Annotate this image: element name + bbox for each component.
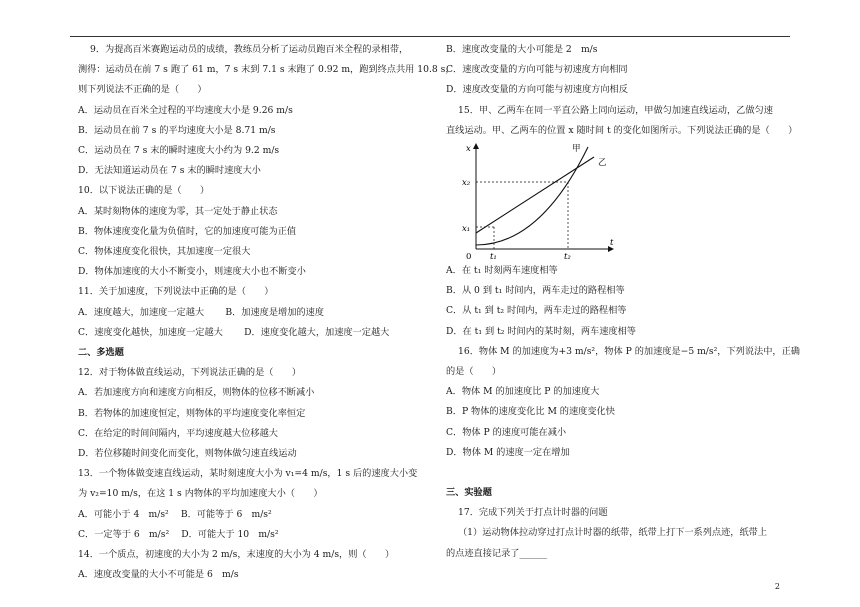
q11-cd: C．速度变化越快，加速度一定越大 D．速度变化越大，加速度一定越大	[78, 326, 390, 338]
q13-ab: A．可能小于 4 m/s² B．可能等于 6 m/s²	[78, 508, 272, 520]
line-yi-label: 乙	[598, 158, 607, 169]
right-column-top	[446, 40, 798, 141]
curve-jia-label: 甲	[572, 144, 581, 155]
q15-c: C．从 t₁ 到 t₂ 时间内，两车走过的路程相等	[446, 305, 627, 317]
q9-d: D．无法知道运动员在 7 s 末的瞬时速度大小	[78, 165, 261, 177]
q10-stem: 10．以下说法正确的是（ ）	[78, 185, 210, 197]
header-rule	[70, 36, 790, 37]
q15-stem-2: 直线运动。甲、乙两车的位置 x 随时间 t 的变化如图所示。下列说法正确的是（ ）	[446, 124, 798, 136]
q13-stem-1: 13．一个物体做变速直线运动，某时刻速度大小为 v₁=4 m/s，1 s 后的速度大小变	[78, 468, 418, 480]
q17-1b: 的点迹直接记录了______	[446, 547, 548, 559]
q11-stem: 11．关于加速度，下列说法中正确的是（ ）	[78, 286, 274, 298]
q9-b: B．运动员在前 7 s 的平均速度大小是 8.71 m/s	[78, 124, 276, 136]
q9-c: C．运动员在 7 s 末的瞬时速度大小约为 9.2 m/s	[78, 145, 280, 157]
q16-stem-1: 16．物体 M 的加速度为+3 m/s²，物体 P 的加速度是−5 m/s²，下列说法中，正确	[458, 345, 800, 357]
curve-jia	[476, 147, 588, 245]
right-column-bottom	[446, 261, 800, 564]
q12-b: B．若物体的加速度恒定，则物体的平均速度变化率恒定	[78, 407, 306, 419]
q10-d: D．物体加速度的大小不断变小，则速度大小也不断变小	[78, 266, 306, 278]
q9-stem-2: 测得：运动员在前 7 s 跑了 61 m，7 s 末到 7.1 s 末跑了 0.92 m，跑到终点共用 10.8 s，	[78, 64, 455, 76]
q15-stem-1: 15．甲、乙两车在同一平直公路上同向运动，甲做匀加速直线运动，乙做匀速	[458, 104, 773, 116]
q15-b: B．从 0 到 t₁ 时间内，两车走过的路程相等	[446, 285, 625, 297]
q12-stem: 12．对于物体做直线运动，下列说法正确的是（ ）	[78, 367, 302, 379]
q14-b: B．速度改变量的大小可能是 2 m/s	[446, 44, 598, 55]
x-tick-t2: t₂	[564, 252, 571, 262]
sec2-title: 二、多选题	[78, 347, 124, 359]
q16-a: A．物体 M 的加速度比 P 的加速度大	[446, 386, 600, 398]
q13-stem-2: 为 v₂=10 m/s，在这 1 s 内物体的平均加速度大小（ ）	[78, 488, 323, 500]
q15-a: A．在 t₁ 时刻两车速度相等	[446, 265, 558, 277]
x-axis-label: t	[610, 238, 614, 249]
q14-c: C．速度改变量的方向可能与初速度方向相同	[446, 64, 628, 76]
right-column	[446, 40, 800, 564]
q16-d: D．物体 M 的速度一定在增加	[446, 446, 570, 458]
blank	[446, 463, 776, 483]
y-tick-x2: x₂	[462, 178, 471, 189]
q12-a: A．若加速度方向和速度方向相反，则物体的位移不断减小	[78, 387, 315, 399]
q10-a: A．某时刻物体的速度为零，其一定处于静止状态	[78, 205, 278, 217]
graph-svg	[460, 141, 620, 261]
q17-stem: 17．完成下列关于打点计时器的问题	[458, 507, 608, 519]
q14-stem: 14．一个质点，初速度的大小为 2 m/s，末速度的大小为 4 m/s，则（ ）	[78, 549, 395, 561]
q10-c: C．物体速度变化很快，其加速度一定很大	[78, 246, 251, 258]
x-tick-t1: t₁	[490, 252, 497, 262]
left-column	[78, 40, 455, 585]
q11-ab: A．速度越大，加速度一定越大 B．加速度是增加的速度	[78, 306, 324, 318]
q9-a: A．运动员在百米全过程的平均速度大小是 9.26 m/s	[78, 104, 293, 116]
y-axis-label: x	[466, 144, 471, 155]
q14-d: D．速度改变量的方向可能与初速度方向相反	[446, 84, 628, 96]
q14-a: A．速度改变量的大小不可能是 6 m/s	[78, 569, 239, 581]
q13-cd: C．一定等于 6 m/s² D．可能大于 10 m/s²	[78, 528, 279, 540]
origin-label: 0	[466, 252, 472, 262]
x-axis-arrow-icon	[473, 143, 479, 149]
q17-1a: （1）运动物体拉动穿过打点计时器的纸带，纸带上打下一系列点迹，纸带上	[458, 527, 768, 539]
q10-b: B．物体速度变化量为负值时，它的加速度可能为正值	[78, 225, 297, 237]
position-time-graph	[460, 141, 776, 261]
q16-c: C．物体 P 的速度可能在减小	[446, 426, 567, 438]
sec3-title: 三、实验题	[446, 487, 492, 499]
q16-b: B．P 物体的速度变化比 M 的速度变化快	[446, 406, 615, 418]
q9-stem-1: 9．为提高百米赛跑运动员的成绩，教练员分析了运动员跑百米全程的录相带，	[90, 44, 409, 55]
q9-stem-3: 则下列说法不正确的是（ ）	[78, 84, 207, 96]
q12-c: C．在给定的时间间隔内，平均速度越大位移越大	[78, 427, 278, 439]
y-tick-x1: x₁	[462, 224, 471, 235]
page-number: 2	[774, 582, 780, 591]
q15-d: D．在 t₁ 到 t₂ 时间内的某时刻，两车速度相等	[446, 325, 636, 337]
q12-d: D．若位移随时间变化而变化，则物体做匀速直线运动	[78, 448, 297, 460]
q16-stem-2: 的是（ ）	[446, 366, 502, 378]
